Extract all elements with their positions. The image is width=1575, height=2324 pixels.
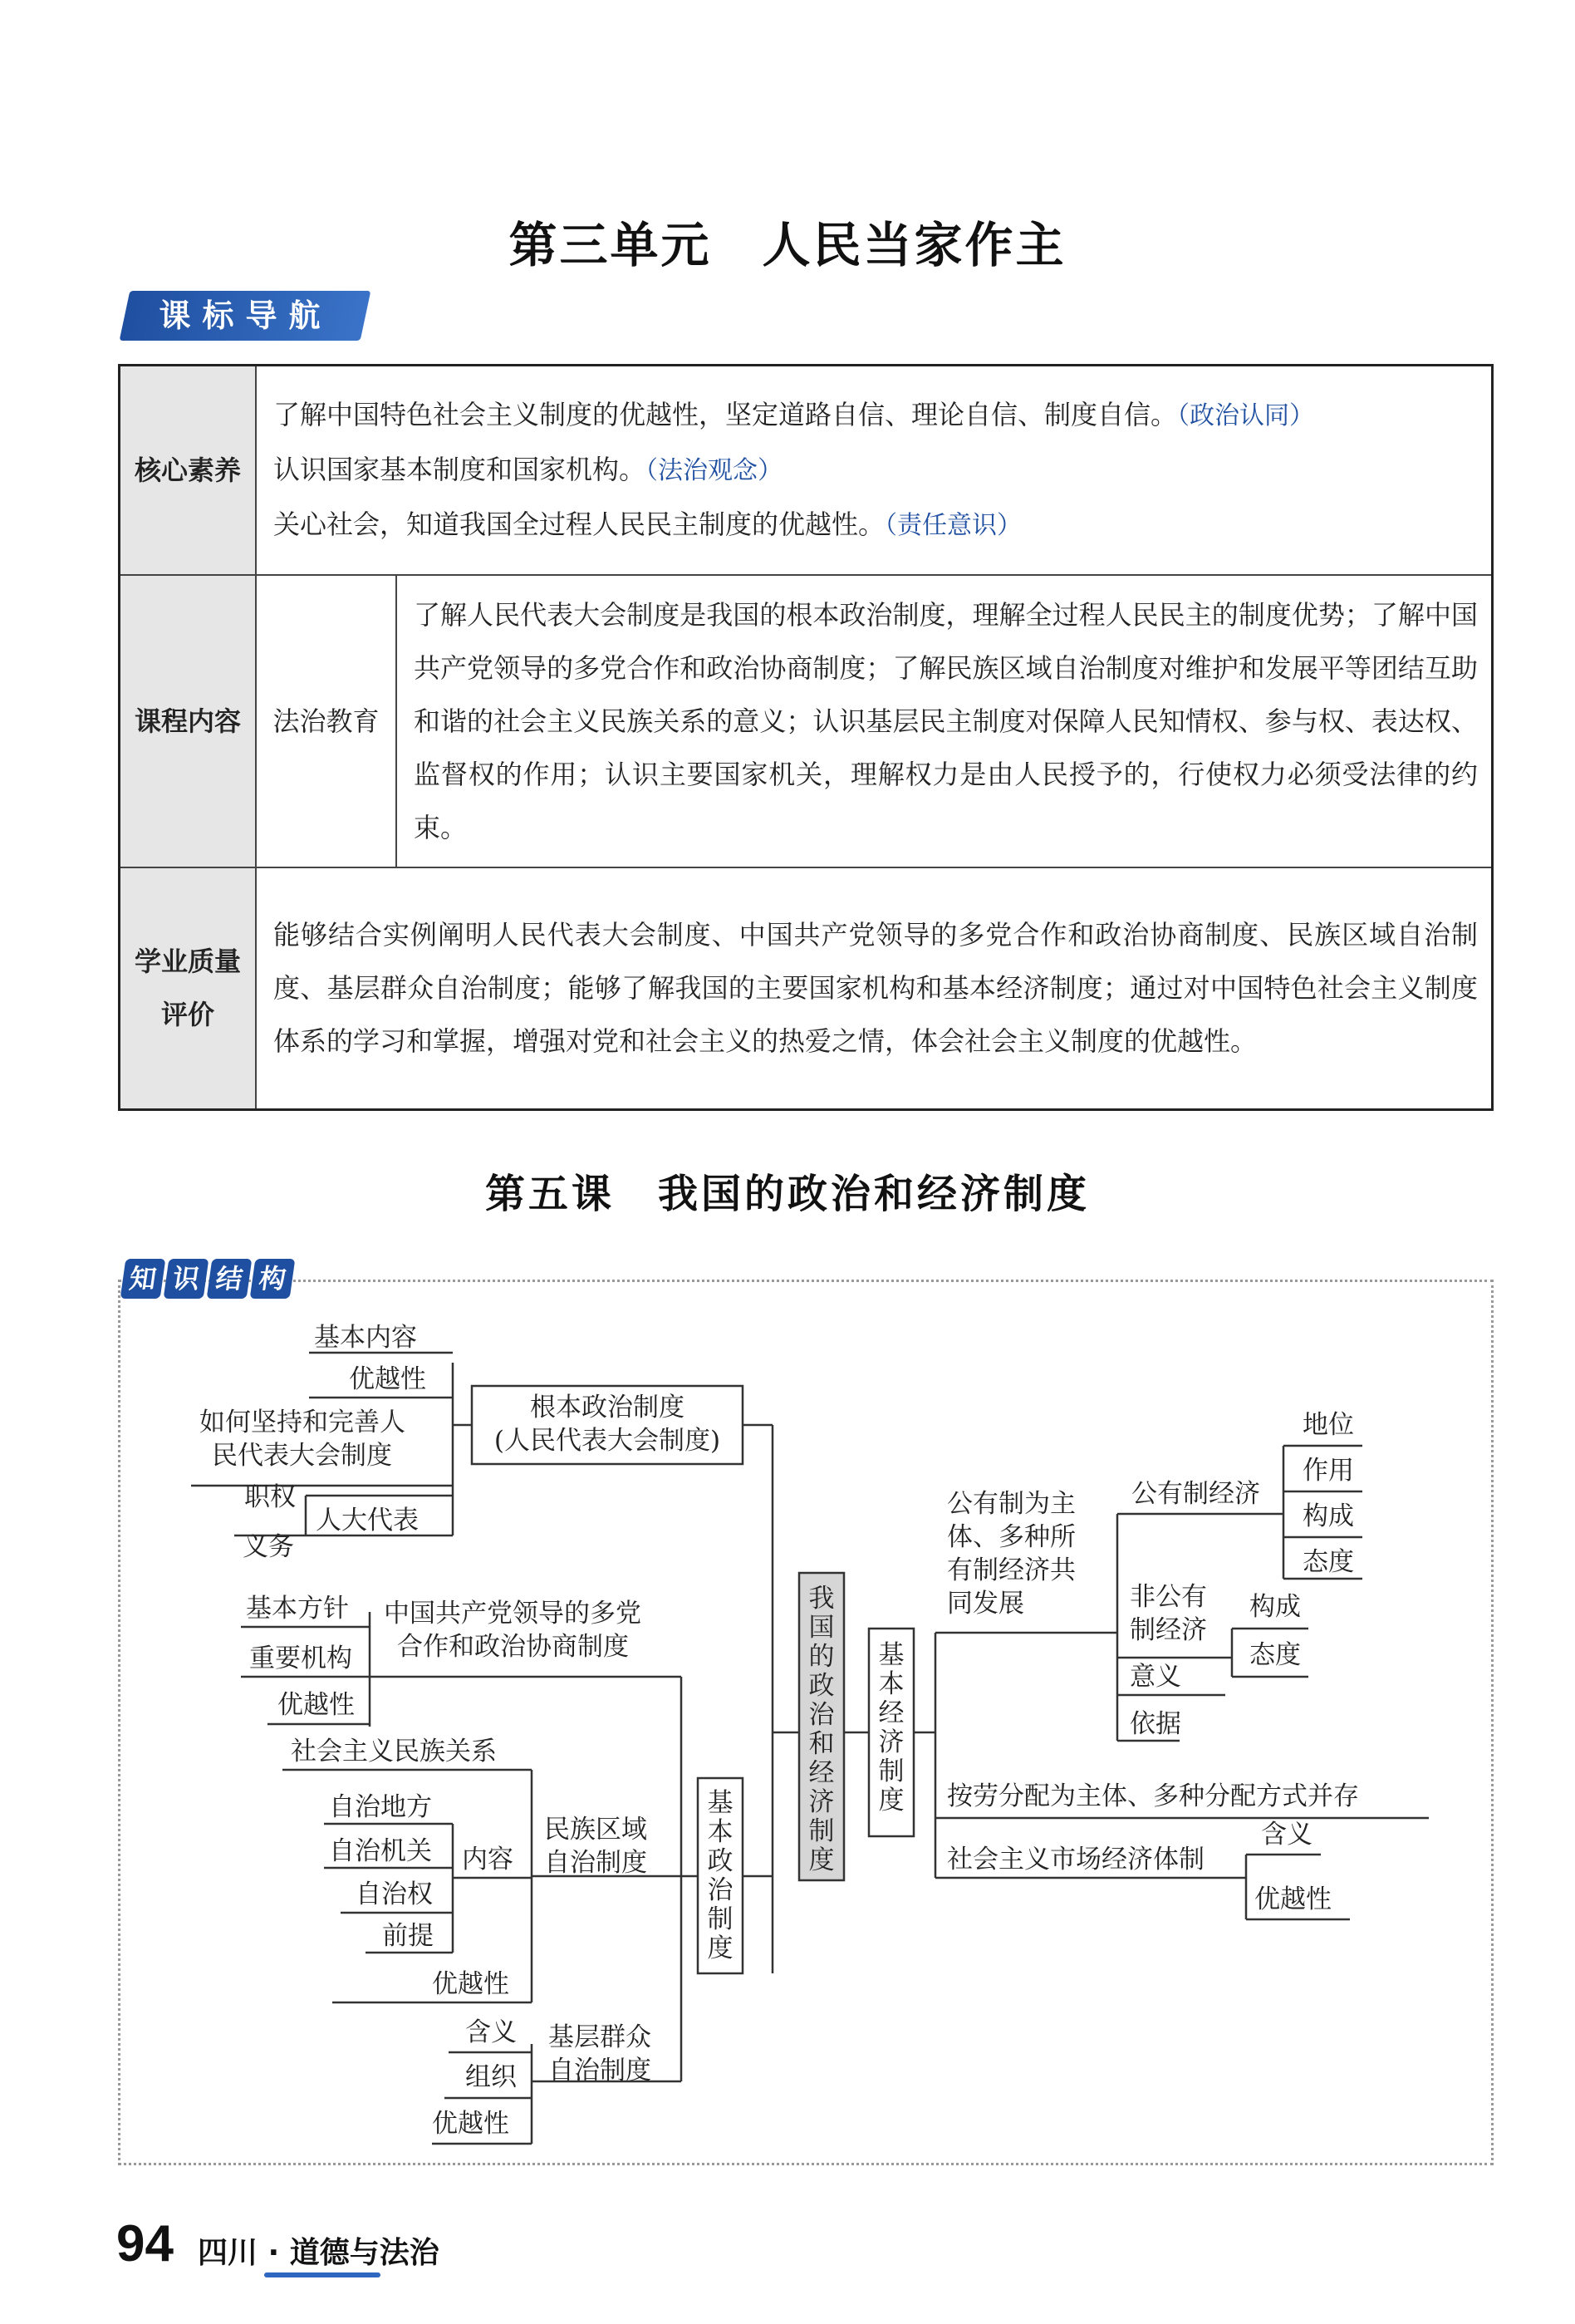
yiwu: 义务 <box>243 1532 294 1562</box>
core-line: 认识国家基本制度和国家机构。（法治观念） <box>273 453 783 485</box>
taidu-1: 态度 <box>1303 1547 1354 1577</box>
youyuexing-2: 优越性 <box>277 1690 355 1720</box>
gongyou-line3: 有制经济共 <box>947 1555 1076 1585</box>
feigong-line2: 制经济 <box>1130 1615 1207 1645</box>
taidu-2: 态度 <box>1249 1640 1301 1670</box>
jiben-fangzhen: 基本方针 <box>246 1594 349 1624</box>
rendadaibiao: 人大代表 <box>316 1506 419 1535</box>
course-content-cell: 了解人民代表大会制度是我国的根本政治制度，理解全过程人民民主的制度优势；了解中国共产党领导的多党合作和政治协商制度；了解民族区域自治制度对维护和发展平等团结互助和谐的社会主义民族关系的意义；认识基层民主制度对保障人民知情权、参与权、表达权、监督权的作用；认识主要国家机关，理解权力是由人民授予的，行使权力必须受法律的约束。 <box>396 575 1493 867</box>
jiceng-line2: 自治制度 <box>548 2056 651 2086</box>
gongyou-line4: 同发展 <box>947 1589 1024 1619</box>
sub-header-law-education: 法治教育 <box>256 575 396 867</box>
svg-text:和: 和 <box>808 1729 835 1759</box>
svg-text:经: 经 <box>808 1758 835 1788</box>
svg-text:国: 国 <box>808 1613 835 1643</box>
youyuexing-1: 优越性 <box>349 1364 426 1394</box>
youyuexing-5: 优越性 <box>1254 1884 1332 1914</box>
feigong-line1: 非公有 <box>1130 1582 1207 1612</box>
section-tag-label: 课标导航 <box>159 297 332 334</box>
shichang-jingji: 社会主义市场经济体制 <box>947 1845 1205 1874</box>
qianti: 前提 <box>382 1921 434 1951</box>
root-political-line2: (人民代表大会制度) <box>493 1426 721 1456</box>
basic-political-text <box>708 1788 734 1963</box>
svg-text:政: 政 <box>707 1846 734 1876</box>
jiceng-line1: 基层群众 <box>548 2022 651 2052</box>
zizhi-quan: 自治权 <box>356 1879 433 1909</box>
core-node-text <box>809 1584 836 1875</box>
svg-text:基: 基 <box>878 1640 905 1670</box>
hanyi-2: 含义 <box>1261 1820 1312 1850</box>
jiben-neirong: 基本内容 <box>314 1323 417 1353</box>
svg-text:的: 的 <box>808 1642 835 1672</box>
svg-text:本: 本 <box>707 1817 734 1847</box>
zhiquan: 职权 <box>244 1482 296 1512</box>
diwei: 地位 <box>1303 1410 1354 1440</box>
youyuexing-4: 优越性 <box>432 2109 509 2139</box>
lesson-title: 第五课 我国的政治和经济制度 <box>484 1171 1090 1217</box>
row-header-quality-eval: 学业质量 评价 <box>120 867 257 1110</box>
unit-title: 第三单元 人民当家作主 <box>508 217 1067 273</box>
svg-text:制: 制 <box>808 1816 835 1846</box>
zizhi-jiguan: 自治机关 <box>329 1836 432 1866</box>
neirong: 内容 <box>462 1845 513 1874</box>
anlao-fenpei: 按劳分配为主体、多种分配方式并存 <box>947 1781 1359 1811</box>
svg-text:度: 度 <box>707 1933 734 1963</box>
svg-text:度: 度 <box>878 1786 905 1815</box>
gongyou-line2: 体、多种所 <box>947 1522 1076 1552</box>
root-political-line1: 根本政治制度 <box>530 1393 684 1422</box>
party-line2: 合作和政治协商制度 <box>397 1632 629 1662</box>
svg-text:我: 我 <box>808 1584 835 1614</box>
gongyou-line1: 公有制为主 <box>947 1489 1076 1519</box>
svg-text:基: 基 <box>707 1788 734 1818</box>
svg-text:度: 度 <box>808 1845 835 1875</box>
ruhe-line1: 如何坚持和完善人 <box>199 1408 405 1437</box>
footer-accent-line <box>264 2272 380 2277</box>
svg-text:济: 济 <box>878 1727 905 1757</box>
minzu-line1: 民族区域 <box>544 1815 647 1845</box>
quality-eval-cell: 能够结合实例阐明人民代表大会制度、中国共产党领导的多党合作和政治协商制度、民族区域自治制度、基层群众自治制度；能够了解我国的主要国家机构和基本经济制度；通过对中国特色社会主义制度体系的学习和掌握，增强对党和社会主义的热爱之情，体会社会主义制度的优越性。 <box>256 867 1493 1110</box>
minzu-line2: 自治制度 <box>544 1848 647 1878</box>
youyuexing-3: 优越性 <box>432 1969 509 1999</box>
svg-text:本: 本 <box>878 1669 905 1699</box>
goucheng-1: 构成 <box>1303 1501 1354 1531</box>
footer-text: 四川 · 道德与法治 <box>198 2236 439 2270</box>
svg-text:经: 经 <box>878 1698 905 1728</box>
row-header-core-literacy: 核心素养 <box>120 366 257 575</box>
hanyi-1: 含义 <box>465 2017 517 2047</box>
svg-text:制: 制 <box>878 1757 905 1786</box>
gongyouzhi: 公有制经济 <box>1131 1479 1260 1509</box>
yiju: 依据 <box>1130 1709 1181 1739</box>
core-line: 了解中国特色社会主义制度的优越性，坚定道路自信、理论自信、制度自信。（政治认同） <box>273 398 1315 430</box>
zizhi-difang: 自治地方 <box>329 1792 432 1822</box>
goucheng-2: 构成 <box>1249 1592 1301 1622</box>
zhongyao-jigou: 重要机构 <box>249 1644 352 1673</box>
svg-text:治: 治 <box>707 1875 734 1905</box>
row-header-course-content: 课程内容 <box>120 575 257 867</box>
party-line1: 中国共产党领导的多党 <box>384 1599 641 1629</box>
svg-text:济: 济 <box>808 1787 835 1817</box>
ruhe-line2: 民代表大会制度 <box>212 1441 392 1471</box>
svg-text:政: 政 <box>808 1671 835 1701</box>
basic-economic-text <box>879 1640 905 1815</box>
knowledge-structure-tag: 知 识 结 构 <box>123 1259 292 1299</box>
zuoyong: 作用 <box>1303 1456 1354 1486</box>
minzu-guanxi: 社会主义民族关系 <box>291 1737 497 1766</box>
svg-text:制: 制 <box>707 1904 734 1934</box>
zuzhi: 组织 <box>465 2062 517 2092</box>
core-line: 关心社会，知道我国全过程人民民主制度的优越性。（责任意识） <box>273 508 1023 540</box>
yiyi: 意义 <box>1130 1662 1181 1692</box>
svg-text:治: 治 <box>808 1700 835 1730</box>
page-number: 94 <box>116 2215 174 2272</box>
